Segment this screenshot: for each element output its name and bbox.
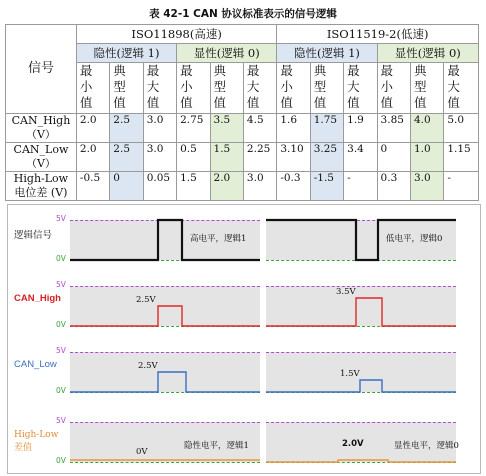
value-header-char: 值 bbox=[447, 95, 460, 110]
value-header-char: 小 bbox=[280, 79, 293, 94]
table-cell: 5.0 bbox=[444, 114, 479, 143]
value-header-char: 小 bbox=[380, 79, 394, 94]
five-volt-label: 5V bbox=[56, 214, 66, 223]
can-low-waveform-recessive bbox=[70, 352, 260, 396]
value-header-char: 小 bbox=[180, 79, 193, 94]
value-header-char: 最 bbox=[146, 63, 160, 78]
table-cell: -0.5 bbox=[76, 172, 109, 201]
row-label-line: （V） bbox=[25, 128, 56, 141]
table-cell: 3.0 bbox=[143, 114, 176, 143]
value-header-char: 最 bbox=[380, 63, 394, 78]
zero-volt-label: 0V bbox=[56, 254, 66, 263]
zero-volt-label: 0V bbox=[56, 456, 66, 465]
value-header-char: 小 bbox=[79, 79, 93, 94]
value-header-char: 值 bbox=[213, 95, 227, 110]
waveform-value: 3.5V bbox=[336, 287, 356, 297]
table-cell: 1.5 bbox=[210, 143, 243, 172]
value-header bbox=[377, 63, 410, 114]
five-volt-label: 5V bbox=[56, 280, 66, 289]
value-header bbox=[444, 63, 479, 114]
signal-header: 信号 bbox=[6, 25, 77, 114]
table-cell: - bbox=[344, 172, 377, 201]
five-volt-label: 5V bbox=[56, 346, 66, 355]
value-header bbox=[143, 63, 176, 114]
row-label-line: （V） bbox=[25, 157, 56, 170]
value-header-char: 最 bbox=[246, 63, 260, 78]
table-cell: -1.5 bbox=[310, 172, 343, 201]
value-header-char: 大 bbox=[347, 79, 360, 94]
table-cell: 3.5 bbox=[210, 114, 243, 143]
value-header-char: 最 bbox=[79, 63, 93, 78]
five-volt-label: 5V bbox=[56, 416, 66, 425]
table-cell: 1.5 bbox=[177, 172, 210, 201]
value-header-char: 典 bbox=[313, 63, 327, 78]
table-cell: 1.6 bbox=[277, 114, 310, 143]
table-cell: 3.0 bbox=[243, 172, 276, 201]
waveform-value: 1.5V bbox=[340, 369, 360, 379]
value-header-char: 典 bbox=[113, 63, 126, 78]
table-cell: 1.15 bbox=[444, 143, 479, 172]
row-label-line: High-Low bbox=[13, 172, 69, 186]
can-high-waveform-dominant bbox=[266, 286, 456, 330]
waveform-value: 2.0V bbox=[342, 439, 364, 449]
value-header-char: 型 bbox=[213, 79, 227, 94]
value-header-char: 典 bbox=[213, 63, 227, 78]
row-signal-label-line: High-Low bbox=[14, 430, 59, 440]
waveform-caption: 低电平，逻辑0 bbox=[386, 234, 443, 244]
table-cell: 0.5 bbox=[177, 143, 210, 172]
value-header bbox=[277, 63, 310, 114]
standard-header: ISO11519-2(低速) bbox=[277, 25, 479, 44]
table-cell: 0 bbox=[377, 143, 410, 172]
row-label-line: CAN_Low bbox=[13, 143, 69, 157]
zero-volt-label: 0V bbox=[56, 320, 66, 329]
row-signal-label: CAN_High bbox=[14, 293, 61, 304]
table-caption: 表 42-1 CAN 协议标准表示的信号逻辑 bbox=[149, 8, 337, 20]
value-header bbox=[210, 63, 243, 114]
signal-logic-table bbox=[5, 24, 479, 201]
waveform-caption: 隐性电平，逻辑1 bbox=[184, 441, 249, 451]
waveform-value: 2.5V bbox=[138, 361, 158, 371]
row-signal-label bbox=[14, 429, 58, 455]
table-cell: 3.0 bbox=[143, 143, 176, 172]
value-header-char: 值 bbox=[413, 95, 427, 110]
table-cell: 2.0 bbox=[210, 172, 243, 201]
group-header: 隐性(逻辑 1) bbox=[277, 44, 377, 63]
value-header-char: 大 bbox=[246, 79, 260, 94]
row-label bbox=[6, 114, 77, 143]
group-header: 显性(逻辑 0) bbox=[377, 44, 478, 63]
row-label-line: 电位差 (V) bbox=[14, 186, 68, 199]
can-high-waveform-recessive bbox=[70, 286, 260, 330]
table-row bbox=[6, 114, 479, 143]
value-header-char: 最 bbox=[280, 63, 293, 78]
table-cell: 4.0 bbox=[410, 114, 443, 143]
table-cell: 3.10 bbox=[277, 143, 310, 172]
value-header bbox=[110, 63, 143, 114]
row-label bbox=[6, 143, 77, 172]
value-header bbox=[410, 63, 443, 114]
value-header-char: 最 bbox=[347, 63, 360, 78]
table-cell: 2.25 bbox=[243, 143, 276, 172]
value-header bbox=[310, 63, 343, 114]
group-header: 隐性(逻辑 1) bbox=[76, 44, 176, 63]
value-header-char: 型 bbox=[313, 79, 327, 94]
value-header-char: 大 bbox=[447, 79, 460, 94]
table-cell: 2.5 bbox=[110, 143, 143, 172]
row-signal-label-line: 差值 bbox=[14, 443, 33, 453]
value-header-char: 值 bbox=[113, 95, 126, 110]
table-cell: -0.3 bbox=[277, 172, 310, 201]
table-cell: 0 bbox=[110, 172, 143, 201]
row-label-line: CAN_High bbox=[11, 114, 71, 128]
value-header-char: 型 bbox=[413, 79, 427, 94]
value-header bbox=[76, 63, 109, 114]
table-row bbox=[6, 172, 479, 201]
value-header bbox=[177, 63, 210, 114]
value-header-char: 最 bbox=[180, 63, 193, 78]
table-cell: 2.0 bbox=[76, 143, 109, 172]
value-header-char: 值 bbox=[280, 95, 293, 110]
table-cell: 3.85 bbox=[377, 114, 410, 143]
table-row bbox=[6, 143, 479, 172]
table-cell: 3.25 bbox=[310, 143, 343, 172]
row-label bbox=[6, 172, 77, 201]
value-header-char: 值 bbox=[146, 95, 160, 110]
table-cell: 3.4 bbox=[344, 143, 377, 172]
waveform-value: 2.5V bbox=[136, 295, 156, 305]
value-header-char: 型 bbox=[113, 79, 126, 94]
waveform-value: 0V bbox=[136, 447, 148, 457]
signal-waveform-diagram bbox=[7, 204, 481, 474]
value-header-char: 值 bbox=[246, 95, 260, 110]
table-cell: 0.05 bbox=[143, 172, 176, 201]
table-cell: 1.9 bbox=[344, 114, 377, 143]
table-cell: 4.5 bbox=[243, 114, 276, 143]
row-signal-label: CAN_Low bbox=[14, 359, 57, 370]
can-low-waveform-dominant bbox=[266, 352, 456, 396]
row-signal-label: 逻辑信号 bbox=[14, 230, 53, 241]
value-header-char: 典 bbox=[413, 63, 427, 78]
value-header-char: 最 bbox=[447, 63, 460, 78]
table-cell: 2.0 bbox=[76, 114, 109, 143]
value-header-char: 值 bbox=[79, 95, 93, 110]
table-cell: 0.3 bbox=[377, 172, 410, 201]
value-header bbox=[344, 63, 377, 114]
value-header-char: 值 bbox=[347, 95, 360, 110]
waveform-caption: 高电平，逻辑1 bbox=[190, 234, 247, 244]
value-header-char: 值 bbox=[380, 95, 394, 110]
table-cell: 2.5 bbox=[110, 114, 143, 143]
table-cell: 1.75 bbox=[310, 114, 343, 143]
value-header-char: 值 bbox=[313, 95, 327, 110]
value-header-char: 值 bbox=[180, 95, 193, 110]
standard-header: ISO11898(高速) bbox=[76, 25, 276, 44]
table-cell: 1.0 bbox=[410, 143, 443, 172]
waveform-caption: 显性电平，逻辑0 bbox=[394, 441, 459, 451]
group-header: 显性(逻辑 0) bbox=[177, 44, 277, 63]
table-cell: 2.75 bbox=[177, 114, 210, 143]
table-cell: - bbox=[444, 172, 479, 201]
table-cell: 3.0 bbox=[410, 172, 443, 201]
value-header bbox=[243, 63, 276, 114]
value-header-char: 大 bbox=[146, 79, 160, 94]
zero-volt-label: 0V bbox=[56, 386, 66, 395]
